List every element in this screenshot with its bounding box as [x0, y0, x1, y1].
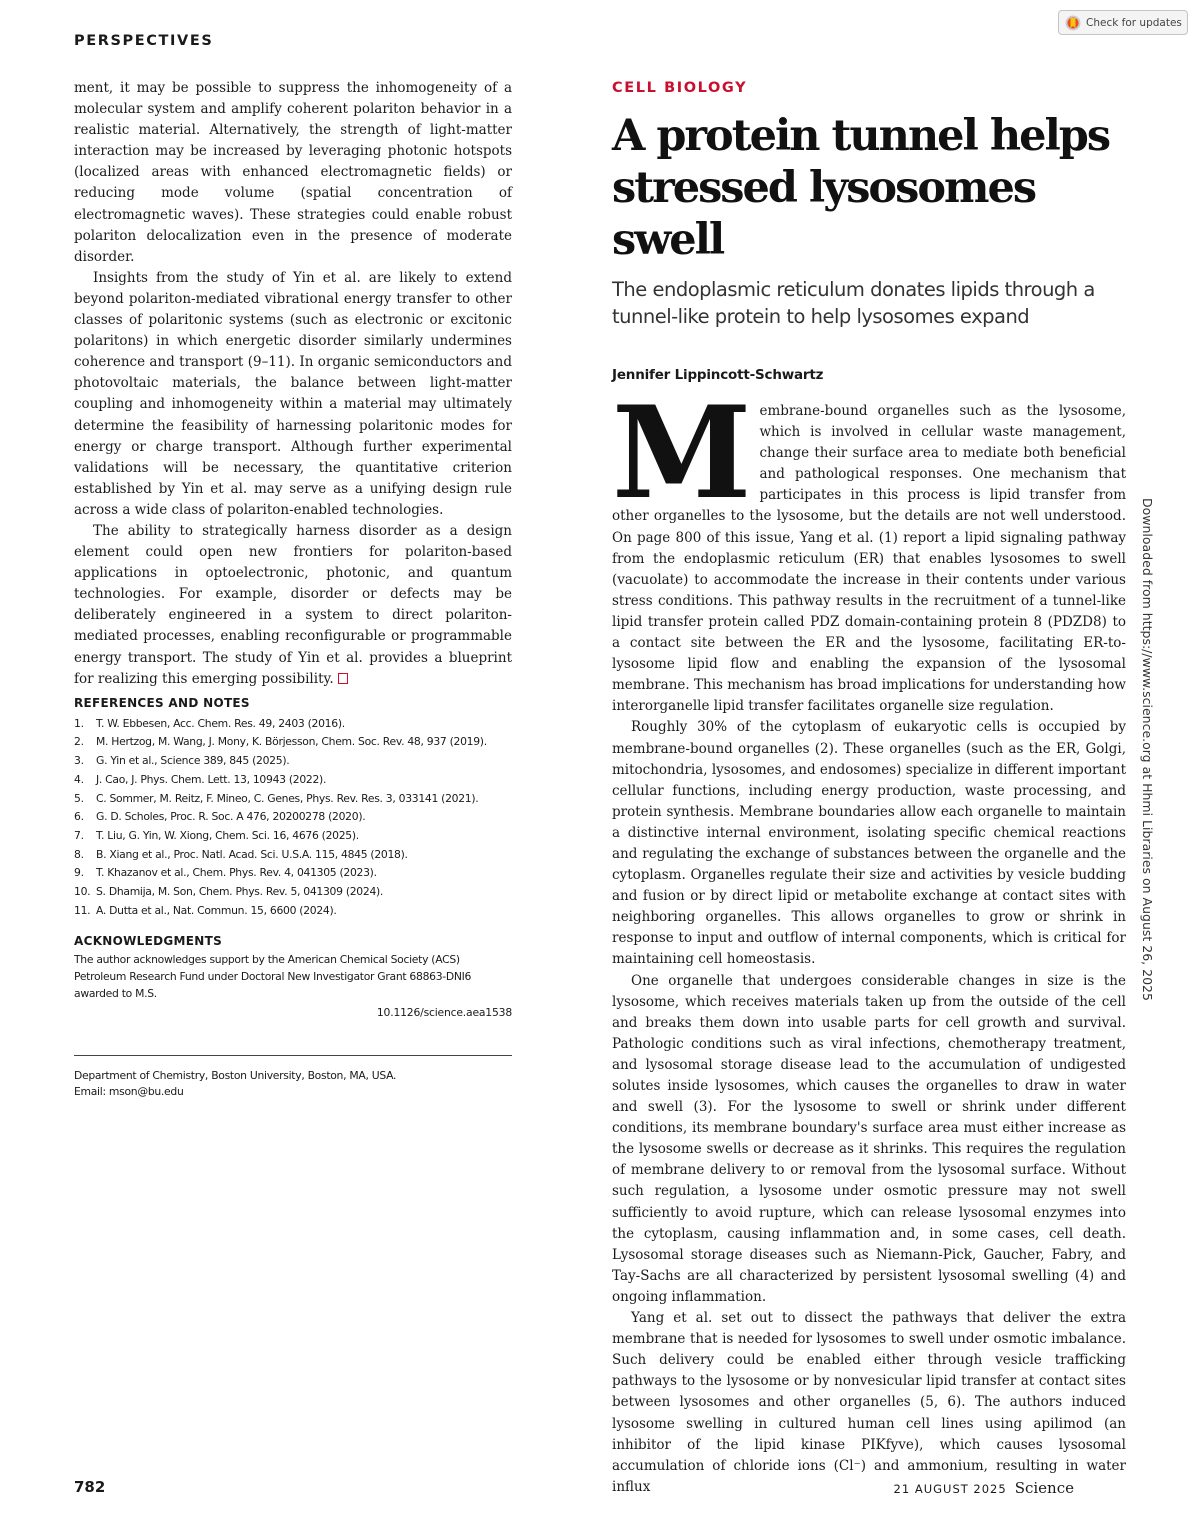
reference-item: 6. G. D. Scholes, Proc. R. Soc. A 476, 20200278 (2020). [74, 810, 366, 824]
drop-cap: M [612, 379, 752, 527]
article-kicker: CELL BIOLOGY [612, 80, 748, 96]
references-heading: REFERENCES AND NOTES [74, 695, 250, 710]
reference-item: 8. B. Xiang et al., Proc. Natl. Acad. Sci. U.S.A. 115, 4845 (2018). [74, 847, 408, 861]
article-body [612, 379, 1126, 1498]
check-for-updates-button[interactable] [1058, 10, 1188, 35]
lead-paragraph-text: embrane-bound organelles such as the lysosome, which is involved in cellular waste management, change their surface area to mediate both beneficial and pathological responses. One mechanism that participates in this process is lipid transfer from other organelles to the lysosome, but the details are not well understood. On page 800 of this issue, Yang et al. (1) report a lipid signaling pathway from the endoplasmic reticulum (ER) that enables lysosomes to swell (vacuolate) to accommodate the increase in their contents under various stress conditions. This pathway results in the recruitment of a tunnel-like lipid transfer protein called PDZ domain-containing protein 8 (PDZD8) to a contact site between the ER and the lysosome, facilitating ER-to-lysosome lipid flow and enabling the expansion of the lysosomal membrane. This mechanism has broad implications for understanding how interorganelle lipid transfer facilitates organelle size regulation. [612, 403, 1126, 715]
affiliation-block [74, 1068, 512, 1099]
body-paragraph: One organelle that undergoes considerable changes in size is the lysosome, which receives materials taken up from the outside of the cell and breaks them down into usable parts for cell growth and survival. Pathologic conditions such as viral infections, chemotherapy treatment, and lysosomal storage disease lead to the accumulation of undigested solutes inside lysosomes, which causes the organelles to draw in water and swell (3). For the lysosome to swell or shrink under different conditions, its membrane boundary's surface area must either increase as the lysosome swells or decrease as it shrinks. This requires the regulation of membrane delivery to or removal from the lysosomal surface. Without such regulation, a lysosome under osmotic pressure may not swell sufficiently to avoid rupture, which can release lysosomal enzymes into the cytoplasm, causing inflammation and, in some cases, cell death. Lysosomal storage diseases such as Niemann-Pick, Gaucher, Fabry, and Tay-Sachs are all characterized by persistent lysosomal swelling (4) and ongoing inflammation. [612, 972, 1126, 1305]
update-badge-label: Check for updates [1086, 16, 1182, 29]
reference-item: 2. M. Hertzog, M. Wang, J. Mony, K. Börjesson, Chem. Soc. Rev. 48, 937 (2019). [74, 735, 487, 749]
reference-item: 7. T. Liu, G. Yin, W. Xiong, Chem. Sci. 16, 4676 (2025). [74, 828, 359, 842]
email-text[interactable]: Email: mson@bu.edu [74, 1084, 184, 1098]
footer-issue [894, 1479, 1074, 1497]
article-byline: Jennifer Lippincott-Schwartz [612, 367, 824, 383]
body-paragraph: Roughly 30% of the cytoplasm of eukaryotic cells is occupied by membrane-bound organelles (2). These organelles (such as the ER, Golgi, mitochondria, lysosomes, and endosomes) specialize in different important cellular functions, including energy production, waste processing, and protein synthesis. Membrane boundaries allow each organelle to maintain a distinctive internal environment, isolating specific chemical reactions and regulating the exchange of substances between the organelle and the cytoplasm. Organelles regulate their size and activities by vesicle budding and fusion or by direct lipid or metabolite exchange at contact sites with neighboring organelles. This allows organelles to grow or shrink in response to input and outflow of internal components, which is critical for maintaining cell homeostasis. [612, 719, 1126, 968]
acknowledgments-text: The author acknowledges support by the American Chemical Society (ACS) Petroleum Research Fund under Doctoral New Investigator Grant 68863-DNI6 awarded to M.S. [74, 953, 472, 1000]
journal-name: Science [1014, 1479, 1074, 1497]
body-paragraph-text: The ability to strategically harness disorder as a design element could open new frontiers for polariton-based applications in optoelectronic, photonic, and quantum technologies. For example, disorder or defects may be deliberately engineered in a system to direct polariton-mediated processes, enabling reconfigurable or programmable energy transport. The study of Yin et al. provides a blueprint for realizing this emerging possibility. [74, 522, 512, 687]
body-paragraph: ment, it may be possible to suppress the inhomogeneity of a molecular system and amplify coherent polariton behavior in a realistic material. Alternatively, the strength of light-matter interaction may be increased by leveraging photonic hotspots (localized areas with enhanced electromagnetic fields) or reducing mode volume (spatial concentration of electromagnetic waves). These strategies could enable robust polariton delocalization even in the presence of moderate disorder. [74, 80, 512, 265]
references-list [74, 715, 512, 921]
reference-item: 10. S. Dhamija, M. Son, Chem. Phys. Rev. 5, 041309 (2024). [74, 885, 384, 899]
reference-item: 9. T. Khazanov et al., Chem. Phys. Rev. 4, 041305 (2023). [74, 866, 377, 880]
article-column [612, 80, 1126, 1498]
affiliation-divider [74, 1055, 512, 1056]
section-label: PERSPECTIVES [74, 33, 214, 49]
acknowledgments-heading: ACKNOWLEDGMENTS [74, 934, 223, 949]
end-mark-icon [338, 673, 348, 684]
left-column [74, 78, 512, 1099]
page-number: 782 [74, 1478, 106, 1496]
update-badge-icon [1065, 15, 1081, 31]
affiliation-text: Department of Chemistry, Boston University, Boston, MA, USA. [74, 1069, 397, 1083]
issue-date: 21 AUGUST 2025 [893, 1482, 1007, 1496]
article-dek: The endoplasmic reticulum donates lipids through a tunnel-like protein to help lysosomes expand [612, 278, 1095, 328]
body-paragraph [74, 521, 512, 690]
lead-paragraph [612, 379, 1126, 717]
article-headline: A protein tunnel helps stressed lysosomes swell [612, 111, 1110, 265]
reference-item: 3. G. Yin et al., Science 389, 845 (2025). [74, 754, 290, 768]
body-paragraph: Yang et al. set out to dissect the pathways that deliver the extra membrane that is needed for lysosomes to swell under osmotic imbalance. Such delivery could be enabled either through vesicle trafficking pathways to the lysosome or by nonvesicular lipid transfer at contact sites between lysosomes and other organelles (5, 6). The authors induced lysosome swelling in cultured human cell lines using apilimod (an inhibitor of the lipid kinase PIKfyve), which causes lysosomal accumulation of chloride ions (Cl⁻) and ammonium, resulting in water influx [612, 1310, 1126, 1495]
reference-item: 5. C. Sommer, M. Reitz, F. Mineo, C. Genes, Phys. Rev. Res. 3, 033141 (2021). [74, 791, 479, 805]
body-paragraph: Insights from the study of Yin et al. are likely to extend beyond polariton-mediated vibrational energy transfer to other classes of polaritonic systems (such as electronic or excitonic polaritons) in which energetic disorder similarly undermines coherence and transport (9–11). In organic semiconductors and photovoltaic materials, the balance between light-matter coupling and inhomogeneity within a material may ultimately determine the feasibility of harnessing polaritonic modes for energy or charge transport. Although further experimental validations will be necessary, the quantitative criterion established by Yin et al. may serve as a unifying design rule across a wide class of polariton-enabled technologies. [74, 269, 512, 518]
download-notice: Downloaded from https://www.science.org at Hhmi Libraries on August 26, 2025 [1140, 498, 1155, 1001]
reference-item: 1. T. W. Ebbesen, Acc. Chem. Res. 49, 2403 (2016). [74, 716, 345, 730]
doi-link[interactable]: 10.1126/science.aea1538 [376, 1006, 512, 1020]
reference-item: 11. A. Dutta et al., Nat. Commun. 15, 6600 (2024). [74, 903, 337, 917]
reference-item: 4. J. Cao, J. Phys. Chem. Lett. 13, 10943 (2022). [74, 772, 327, 786]
